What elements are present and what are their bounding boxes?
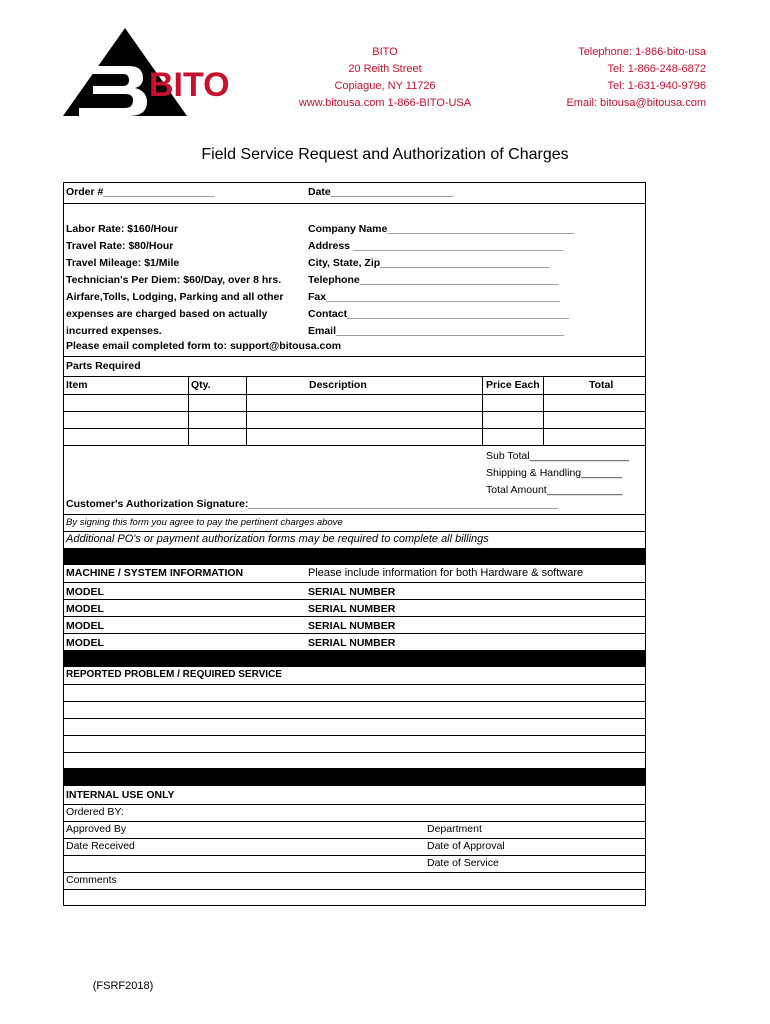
bito-logo-mark-icon bbox=[63, 28, 243, 118]
contact-field[interactable]: Contact______________________________________ bbox=[308, 308, 569, 320]
rate-expenses-3: incurred expenses. bbox=[66, 325, 162, 337]
model-field[interactable]: MODEL bbox=[66, 586, 104, 598]
signature-field[interactable]: Customer's Authorization Signature:_____________________________________________________ bbox=[66, 498, 558, 510]
divider bbox=[63, 804, 646, 805]
divider bbox=[63, 514, 646, 515]
problem-line[interactable] bbox=[63, 718, 646, 719]
col-description: Description bbox=[309, 379, 367, 391]
col-total: Total bbox=[589, 379, 614, 391]
rate-expenses-2: expenses are charged based on actually bbox=[66, 308, 268, 320]
rates-list bbox=[66, 221, 283, 340]
sub-total-field[interactable]: Sub Total_________________ bbox=[486, 450, 629, 462]
model-field[interactable]: MODEL bbox=[66, 603, 104, 615]
problem-line[interactable] bbox=[63, 735, 646, 736]
shipping-field[interactable]: Shipping & Handling_______ bbox=[486, 467, 623, 479]
company-city: Copiague, NY 11726 bbox=[334, 80, 436, 92]
date-received-field[interactable]: Date Received bbox=[66, 840, 135, 852]
machine-heading: MACHINE / SYSTEM INFORMATION bbox=[66, 567, 244, 579]
col-price-each: Price Each bbox=[486, 379, 540, 391]
date-of-service-field[interactable]: Date of Service bbox=[427, 857, 499, 869]
contact-tel1: Tel: 1-866-248-6872 bbox=[607, 63, 706, 75]
email-field[interactable]: Email_______________________________________ bbox=[308, 325, 564, 337]
logo-text: BITO bbox=[149, 66, 230, 104]
company-name-field[interactable]: Company Name________________________________ bbox=[308, 223, 575, 235]
contact-tel2: Tel: 1-631-940-9796 bbox=[607, 80, 706, 92]
serial-number-field[interactable]: SERIAL NUMBER bbox=[308, 637, 396, 649]
problem-line[interactable] bbox=[63, 701, 646, 702]
rate-labor: Labor Rate: $160/Hour bbox=[66, 223, 179, 235]
serial-number-field[interactable]: SERIAL NUMBER bbox=[308, 620, 396, 632]
divider bbox=[63, 821, 646, 822]
col-qty: Qty. bbox=[191, 379, 211, 391]
divider bbox=[63, 855, 646, 856]
po-note: Additional PO's or payment authorization forms may be required to complete all billings bbox=[66, 533, 489, 545]
comments-field[interactable]: Comments bbox=[66, 874, 117, 886]
divider bbox=[63, 889, 646, 890]
address-field[interactable]: Address ____________________________________ bbox=[308, 240, 564, 252]
parts-section-label: Parts Required bbox=[66, 360, 141, 372]
problem-line[interactable] bbox=[63, 752, 646, 753]
rate-per-diem: Technician's Per Diem: $60/Day, over 8 hrs. bbox=[66, 274, 282, 286]
divider bbox=[63, 599, 646, 600]
divider bbox=[63, 376, 646, 377]
table-col-divider bbox=[482, 376, 483, 445]
divider bbox=[63, 356, 646, 357]
contact-telephone: Telephone: 1-866-bito-usa bbox=[578, 46, 706, 58]
table-row bbox=[63, 411, 646, 412]
ordered-by-field[interactable]: Ordered BY: bbox=[66, 806, 124, 818]
serial-number-field[interactable]: SERIAL NUMBER bbox=[308, 603, 396, 615]
divider bbox=[63, 633, 646, 634]
company-name: BITO bbox=[372, 46, 398, 58]
company-address bbox=[285, 44, 485, 112]
email-instruction: Please email completed form to: support@bitousa.com bbox=[66, 340, 342, 352]
section-bar bbox=[63, 768, 646, 786]
machine-note: Please include information for both Hardware & software bbox=[308, 567, 584, 579]
table-col-divider bbox=[246, 376, 247, 445]
col-item: Item bbox=[66, 379, 88, 391]
divider bbox=[63, 684, 646, 685]
approved-by-field[interactable]: Approved By bbox=[66, 823, 127, 835]
order-number-field[interactable]: Order #___________________ bbox=[66, 186, 215, 198]
totals-block bbox=[486, 448, 629, 499]
section-bar bbox=[63, 650, 646, 667]
model-field[interactable]: MODEL bbox=[66, 620, 104, 632]
rate-mileage: Travel Mileage: $1/Mile bbox=[66, 257, 180, 269]
rate-expenses-1: Airfare,Tolls, Lodging, Parking and all other bbox=[66, 291, 284, 303]
table-col-divider bbox=[543, 376, 544, 445]
model-field[interactable]: MODEL bbox=[66, 637, 104, 649]
divider bbox=[63, 616, 646, 617]
rate-travel: Travel Rate: $80/Hour bbox=[66, 240, 174, 252]
form-title: Field Service Request and Authorization of Charges bbox=[201, 146, 569, 163]
form-code: (FSRF2018) bbox=[92, 980, 154, 992]
internal-heading: INTERNAL USE ONLY bbox=[66, 789, 175, 801]
company-fields bbox=[308, 221, 574, 340]
table-row bbox=[63, 445, 646, 446]
divider bbox=[63, 531, 646, 532]
contact-email[interactable]: Email: bitousa@bitousa.com bbox=[566, 97, 706, 109]
fax-field[interactable]: Fax________________________________________ bbox=[308, 291, 560, 303]
date-of-approval-field[interactable]: Date of Approval bbox=[427, 840, 505, 852]
city-state-zip-field[interactable]: City, State, Zip_____________________________ bbox=[308, 257, 550, 269]
company-contact bbox=[520, 44, 706, 112]
bito-logo bbox=[63, 28, 243, 118]
table-row bbox=[63, 394, 646, 395]
divider bbox=[63, 203, 646, 204]
problem-heading: REPORTED PROBLEM / REQUIRED SERVICE bbox=[66, 669, 282, 680]
table-col-divider bbox=[188, 376, 189, 445]
divider bbox=[63, 872, 646, 873]
date-field[interactable]: Date_____________________ bbox=[308, 186, 454, 198]
company-street: 20 Reith Street bbox=[348, 63, 422, 75]
divider bbox=[63, 838, 646, 839]
divider bbox=[63, 582, 646, 583]
department-field[interactable]: Department bbox=[427, 823, 482, 835]
company-web[interactable]: www.bitousa.com 1-866-BITO-USA bbox=[298, 97, 472, 109]
section-bar bbox=[63, 548, 646, 565]
telephone-field[interactable]: Telephone__________________________________ bbox=[308, 274, 559, 286]
agree-note: By signing this form you agree to pay the pertinent charges above bbox=[66, 517, 343, 528]
serial-number-field[interactable]: SERIAL NUMBER bbox=[308, 586, 396, 598]
serial-list bbox=[308, 584, 395, 652]
table-row bbox=[63, 428, 646, 429]
total-amount-field[interactable]: Total Amount_____________ bbox=[486, 484, 623, 496]
model-list bbox=[66, 584, 104, 652]
